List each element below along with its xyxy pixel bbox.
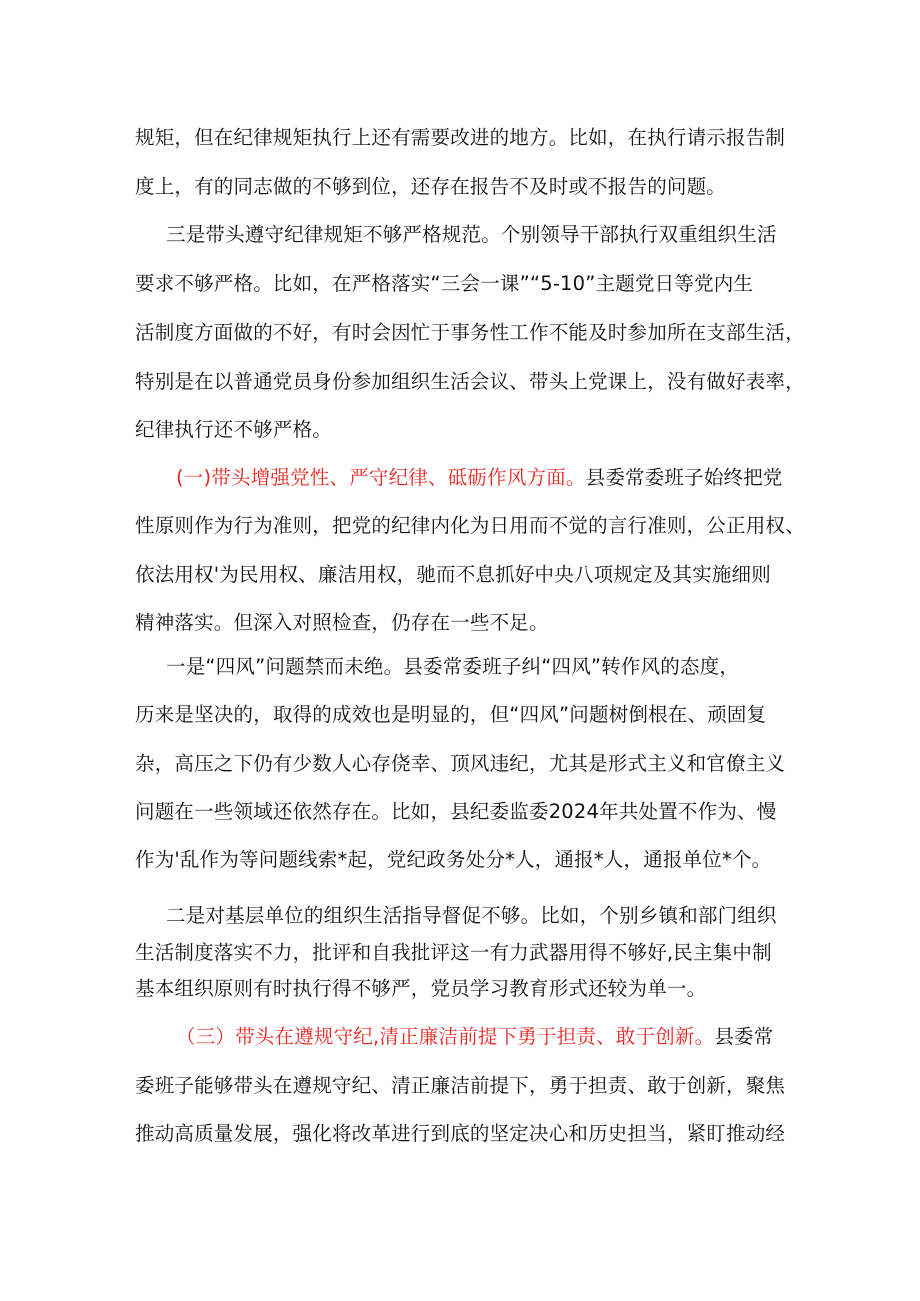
paragraph-line: 精神落实。但深入对照检查，仍存在一些不足。 [135,611,549,634]
paragraph-line: 活制度方面做的不好，有时会因忙于事务性工作不能及时参加所在支部生活， [135,321,805,344]
paragraph-line: 规矩，但在纪律规矩执行上还有需要改进的地方。比如，在执行请示报告制 [135,126,786,149]
section-heading: （三）带头在遵规守纪,清正廉洁前提下勇于担责、敢于创新。 [176,1025,715,1048]
paragraph-line: 一是“四风”问题禁而未绝。县委常委班子纠“四风”转作风的态度， [166,655,740,678]
paragraph-line: 度上，有的同志做的不够到位，还存在报告不及时或不报告的问题。 [135,175,727,198]
paragraph-line: 特别是在以普通党员身份参加组织生活会议、带头上党课上，没有做好表率， [135,370,805,393]
section-heading-line: （三）带头在遵规守纪,清正廉洁前提下勇于担责、敢于创新。县委常 [176,1025,774,1048]
paragraph-line: 依法用权'为民用权、廉洁用权，驰而不息抓好中央八项规定及其实施细则 [135,563,771,586]
section-heading-line: (一)带头增强党性、严守纪律、砥砺作风方面。县委常委班子始终把党 [176,466,783,489]
paragraph-line: 问题在一些领域还依然存在。比如，县纪委监委2024年共处置不作为、慢 [135,800,777,823]
paragraph-line: 杂，高压之下仍有少数人心存侥幸、顶风违纪，尤其是形式主义和官僚主义 [135,752,786,775]
paragraph-line: 生活制度落实不力，批评和自我批评这一有力武器用得不够好,民主集中制 [135,941,772,964]
paragraph-line: 要求不够严格。比如，在严格落实“三会一课”“5-10”主题党日等党内生 [135,272,754,295]
paragraph-line: 推动高质量发展，强化将改革进行到底的坚定决心和历史担当，紧盯推动经 [135,1122,786,1145]
paragraph-line: 纪律执行还不够严格。 [135,418,333,441]
paragraph-line: 三是带头遵守纪律规矩不够严格规范。个别领导干部执行双重组织生活 [166,223,777,246]
section-heading: (一)带头增强党性、严守纪律、砥砺作风方面。 [176,466,586,489]
paragraph-line: 基本组织原则有时执行得不够严，党员学习教育形式还较为单一。 [135,977,707,1000]
paragraph-line: 二是对基层单位的组织生活指导督促不够。比如，个别乡镇和部门组织 [166,904,777,927]
paragraph-line: 委班子能够带头在遵规守纪、清正廉洁前提下，勇于担责、敢于创新，聚焦 [135,1074,786,1097]
paragraph-line: 性原则作为行为准则，把党的纪律内化为日用而不觉的言行准则，公正用权、 [135,514,805,537]
paragraph-line: 作为'乱作为等问题线索*起，党纪政务处分*人，通报*人，通报单位*个。 [135,848,772,871]
paragraph-line: 历来是坚决的，取得的成效也是明显的，但“四风”问题树倒根在、顽固复 [135,703,767,726]
